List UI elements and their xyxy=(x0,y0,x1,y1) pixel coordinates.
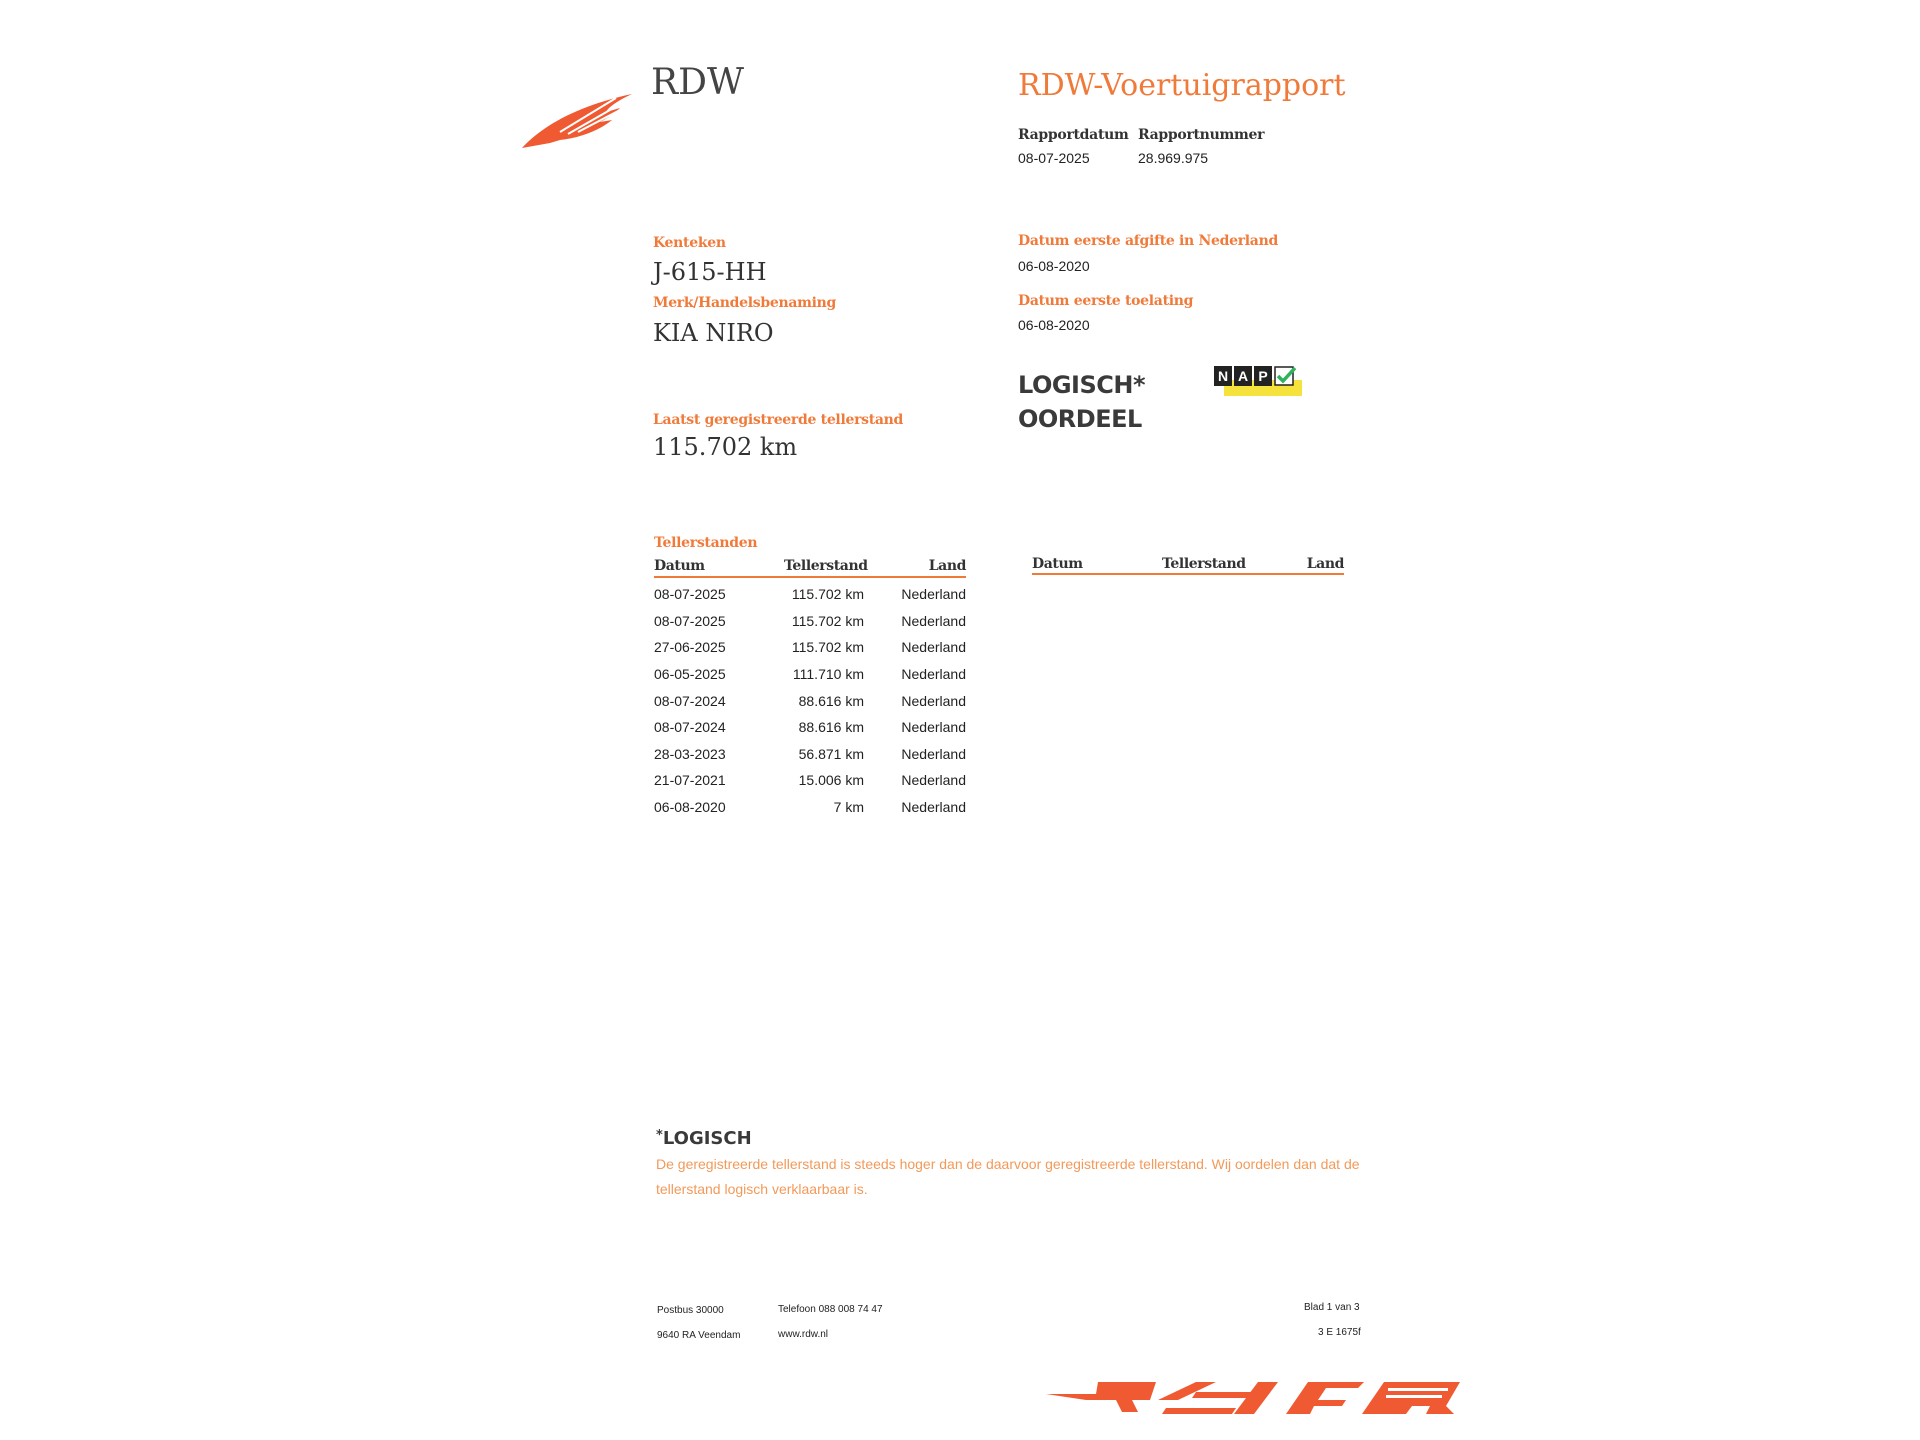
rdw-logo-icon xyxy=(520,88,635,150)
table-row xyxy=(654,794,966,821)
row-tellerstand: 115.702 km xyxy=(791,639,864,656)
verdict-line1: LOGISCH* xyxy=(1018,371,1146,399)
header-rule xyxy=(654,576,966,578)
report-title: RDW-Voertuigrapport xyxy=(1018,68,1346,103)
row-land: Nederland xyxy=(901,799,966,816)
col-land: Land xyxy=(928,558,966,574)
row-tellerstand: 111.710 km xyxy=(792,666,864,683)
col-datum: Datum xyxy=(654,558,705,574)
row-tellerstand: 88.616 km xyxy=(798,719,864,736)
col-land-right: Land xyxy=(1306,556,1344,572)
table-row xyxy=(654,687,966,714)
explanation-heading xyxy=(656,1128,752,1149)
row-land: Nederland xyxy=(901,745,966,762)
explanation-title: LOGISCH xyxy=(662,1128,752,1149)
footer-website[interactable]: www.rdw.nl xyxy=(778,1329,829,1340)
row-datum: 28-03-2023 xyxy=(654,745,726,762)
explanation-star: * xyxy=(656,1128,663,1143)
nap-letter-n: N xyxy=(1214,366,1232,386)
kenteken-label: Kenteken xyxy=(653,235,726,251)
table-row xyxy=(654,661,966,688)
toelating-label: Datum eerste toelating xyxy=(1018,293,1194,309)
row-tellerstand: 15.006 km xyxy=(798,772,864,789)
row-datum: 21-07-2021 xyxy=(654,772,726,789)
table-row xyxy=(654,581,966,608)
table-row xyxy=(654,634,966,661)
afgifte-value: 06-08-2020 xyxy=(1018,258,1090,274)
row-land: Nederland xyxy=(901,692,966,709)
rapportnummer-value: 28.969.975 xyxy=(1138,150,1209,166)
tellerstanden-header xyxy=(654,558,966,576)
row-tellerstand: 115.702 km xyxy=(791,586,864,603)
row-datum: 08-07-2024 xyxy=(654,692,726,709)
teller-label: Laatst geregistreerde tellerstand xyxy=(653,412,904,428)
teller-value: 115.702 km xyxy=(653,433,798,461)
row-land: Nederland xyxy=(901,639,966,656)
nap-badge xyxy=(1214,366,1302,400)
tellerstanden-header-right xyxy=(1032,556,1344,574)
nap-letter-a: A xyxy=(1234,366,1252,386)
toelating-value: 06-08-2020 xyxy=(1018,317,1090,333)
decorative-stripes-icon xyxy=(1046,1378,1466,1420)
table-row xyxy=(654,741,966,768)
table-row xyxy=(654,767,966,794)
row-datum: 27-06-2025 xyxy=(654,639,726,656)
col-datum-right: Datum xyxy=(1032,556,1083,572)
row-tellerstand: 115.702 km xyxy=(791,612,864,629)
footer-address: 9640 RA Veendam xyxy=(657,1330,741,1341)
org-name: RDW xyxy=(651,62,744,103)
header-rule-right xyxy=(1032,573,1344,575)
row-tellerstand: 88.616 km xyxy=(798,692,864,709)
row-land: Nederland xyxy=(901,586,966,603)
rapportnummer-label: Rapportnummer xyxy=(1138,127,1265,143)
row-datum: 06-08-2020 xyxy=(654,799,726,816)
footer-postbus: Postbus 30000 xyxy=(657,1305,724,1316)
row-land: Nederland xyxy=(901,666,966,683)
row-datum: 06-05-2025 xyxy=(654,666,726,683)
table-row xyxy=(654,714,966,741)
table-row xyxy=(654,608,966,635)
nap-letter-p: P xyxy=(1254,366,1272,386)
tellerstanden-title: Tellerstanden xyxy=(654,535,758,551)
col-tellerstand: Tellerstand xyxy=(784,558,868,574)
merk-label: Merk/Handelsbenaming xyxy=(653,295,837,311)
row-datum: 08-07-2025 xyxy=(654,612,726,629)
rapportdatum-label: Rapportdatum xyxy=(1018,127,1129,143)
row-tellerstand: 56.871 km xyxy=(798,745,864,762)
verdict xyxy=(1018,368,1145,436)
merk-value: KIA NIRO xyxy=(653,319,774,347)
row-land: Nederland xyxy=(901,719,966,736)
verdict-line2: OORDEEL xyxy=(1018,405,1142,433)
row-tellerstand: 7 km xyxy=(833,799,864,816)
row-land: Nederland xyxy=(901,612,966,629)
footer-code: 3 E 1675f xyxy=(1318,1327,1361,1338)
col-tellerstand-right: Tellerstand xyxy=(1162,556,1246,572)
footer-telefoon: Telefoon 088 008 74 47 xyxy=(778,1304,883,1315)
checkmark-icon xyxy=(1274,366,1296,388)
afgifte-label: Datum eerste afgifte in Nederland xyxy=(1018,233,1278,249)
rapportdatum-value: 08-07-2025 xyxy=(1018,150,1090,166)
row-land: Nederland xyxy=(901,772,966,789)
kenteken-value: J-615-HH xyxy=(653,258,767,286)
explanation-text: De geregistreerde tellerstand is steeds hoger dan de daarvoor geregistreerde tellerstand. Wij oordelen dan dat de tellerstand logisch verklaarbaar is. xyxy=(656,1156,1360,1197)
row-datum: 08-07-2024 xyxy=(654,719,726,736)
footer-page: Blad 1 van 3 xyxy=(1304,1302,1360,1313)
tellerstanden-table xyxy=(654,581,966,820)
row-datum: 08-07-2025 xyxy=(654,586,726,603)
